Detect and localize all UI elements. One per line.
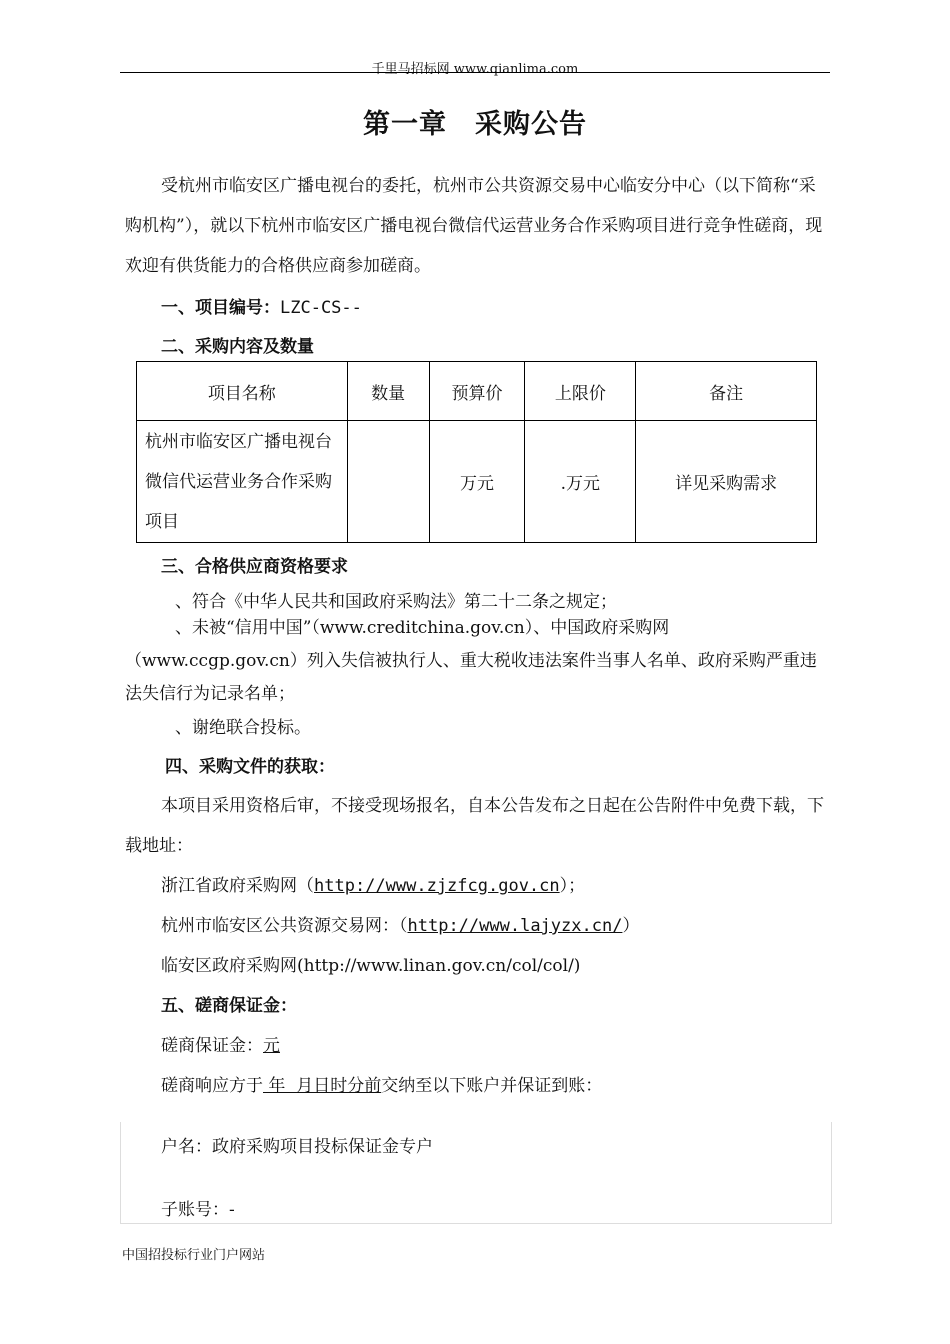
header-divider (120, 72, 830, 73)
table-header-row (137, 362, 817, 421)
deadline-prefix: 磋商响应方于 (161, 1076, 263, 1096)
section-documents-heading: 四、采购文件的获取： (165, 757, 335, 777)
zjzfcg-prefix: 浙江省政府采购网（ (161, 876, 314, 896)
deposit-value: 元 (263, 1036, 280, 1056)
table-cell-budget: 万元 (429, 421, 525, 543)
page-footer: 中国招投标行业门户网站 (122, 1248, 266, 1263)
deposit-label: 磋商保证金： (161, 1036, 263, 1056)
table-cell-project-name: 杭州市临安区广播电视台微信代运营业务合作采购项目 (137, 421, 348, 543)
deadline-line (161, 1074, 602, 1098)
table-cell-limit: .万元 (525, 421, 636, 543)
table-cell-remark: 详见采购需求 (636, 421, 817, 543)
page-header: 千里马招标网 www.qianlima.com (371, 62, 579, 77)
table-header-cell: 上限价 (525, 362, 636, 421)
lajyzx-link-line (161, 914, 639, 938)
table-cell-quantity (347, 421, 429, 543)
zjzfcg-link-line (161, 874, 585, 898)
qualification-item-2: 、未被“信用中国”（www.creditchina.gov.cn）、中国政府采购网（www.ccgp.gov.cn）列入失信被执行人、重大税收违法案件当事人名单、政府采购严重违法失信行为记录名单； (125, 618, 817, 704)
deadline-value: 年 月日时分前 (263, 1076, 382, 1096)
table-header-cell: 备注 (636, 362, 817, 421)
table-header-cell: 项目名称 (137, 362, 348, 421)
documents-paragraph: 本项目采用资格后审，不接受现场报名，自本公告发布之日起在公告附件中免费下载，下载地址： (125, 796, 824, 856)
linan-link-line: 临安区政府采购网(http://www.linan.gov.cn/col/col/) (161, 956, 581, 976)
lajyzx-link[interactable]: http://www.lajyzx.cn/ (407, 916, 623, 936)
deadline-suffix: 交纳至以下账户并保证到账： (381, 1076, 603, 1096)
bank-sub-account: 子账号：- (161, 1200, 235, 1220)
table-header-cell: 预算价 (429, 362, 525, 421)
deposit-line (161, 1034, 280, 1058)
section-procurement-content-heading: 二、采购内容及数量 (161, 337, 314, 357)
bank-account-name: 户名：政府采购项目投标保证金专户 (161, 1137, 433, 1157)
procurement-table (136, 361, 817, 543)
qualification-item-1: 、符合《中华人民共和国政府采购法》第二十二条之规定； (175, 592, 617, 612)
page-title: 第一章 采购公告 (363, 109, 587, 140)
intro-paragraph: 受杭州市临安区广播电视台的委托，杭州市公共资源交易中心临安分中心（以下简称“采购机构”），就以下杭州市临安区广播电视台微信代运营业务合作采购项目进行竞争性磋商，现欢迎有供货能力的合格供应商参加磋商。 (125, 176, 823, 276)
project-number-label: 一、项目编号： (161, 298, 280, 318)
zjzfcg-link[interactable]: http://www.zjzfcg.gov.cn (314, 876, 560, 896)
qualification-item-3: 、谢绝联合投标。 (175, 718, 311, 738)
lajyzx-prefix: 杭州市临安区公共资源交易网：（ (161, 916, 408, 936)
lajyzx-suffix: ） (622, 916, 640, 936)
zjzfcg-suffix: ）； (559, 876, 586, 896)
section-deposit-heading: 五、磋商保证金： (161, 996, 297, 1016)
section-qualification-heading: 三、合格供应商资格要求 (161, 557, 348, 577)
project-number (161, 296, 362, 320)
table-header-cell: 数量 (347, 362, 429, 421)
table-row (137, 421, 817, 543)
project-number-value: LZC-CS-- (280, 298, 362, 318)
